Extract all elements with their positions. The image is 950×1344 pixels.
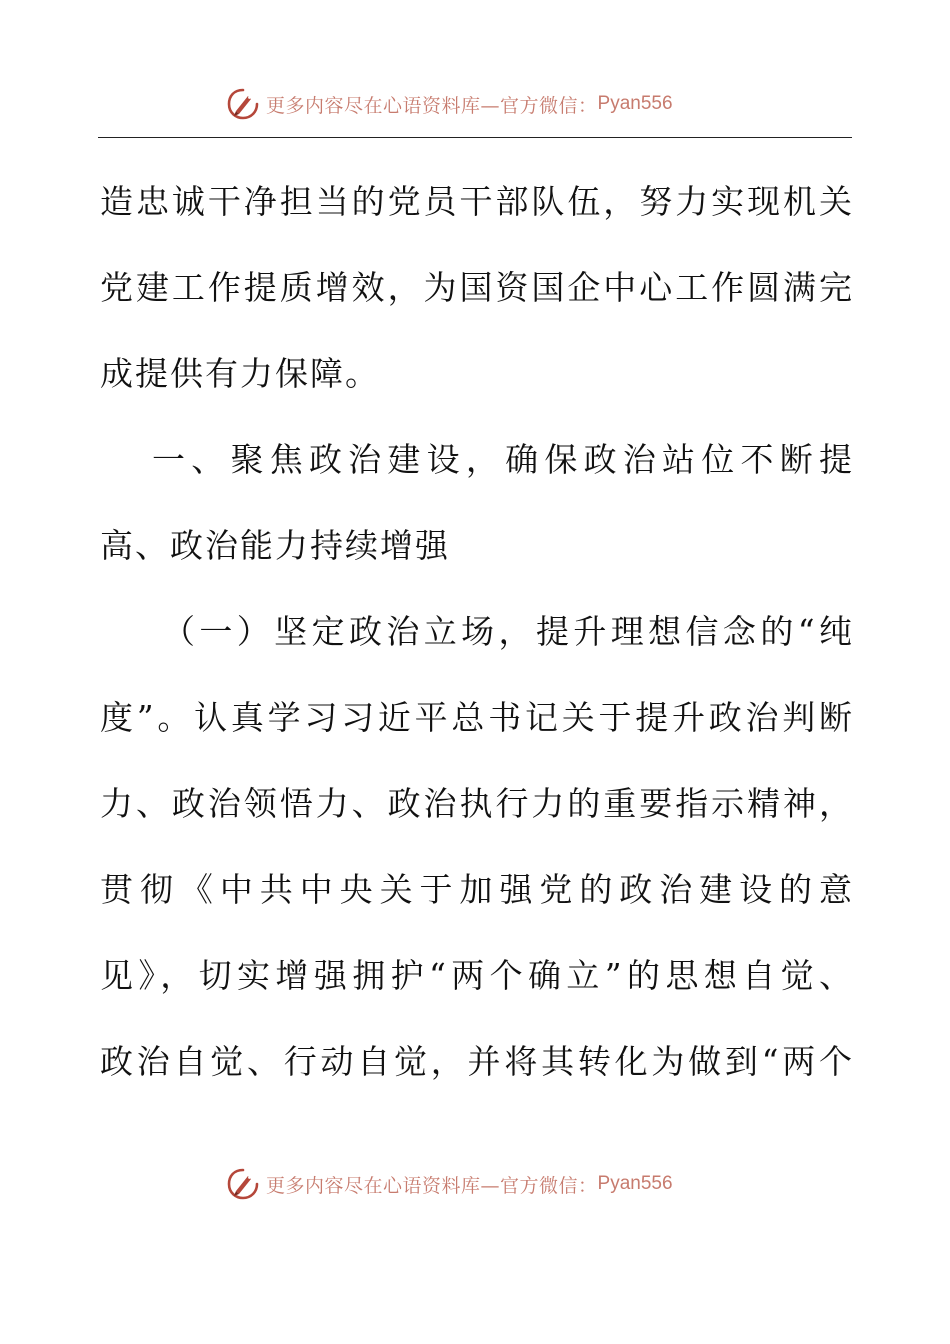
text-line: 度”。认真学习习近平总书记关于提升政治判断: [100, 698, 852, 737]
section-heading-line: 高、政治能力持续增强: [100, 526, 450, 565]
footer-watermark: [226, 1166, 673, 1202]
text-line: 政治自觉、行动自觉，并将其转化为做到“两个: [100, 1042, 852, 1081]
text-line: 成提供有力保障。: [100, 354, 380, 393]
header-watermark: [226, 86, 673, 122]
text-line: 党建工作提质增效，为国资国企中心工作圆满完: [100, 268, 852, 307]
footer-watermark-id: Pyan556: [597, 1173, 673, 1194]
text-line: （一）坚定政治立场，提升理想信念的“纯: [162, 612, 852, 651]
pen-nib-swirl-icon: [226, 1167, 260, 1201]
text-line: 力、政治领悟力、政治执行力的重要指示精神，: [100, 784, 852, 823]
text-line: 见》，切实增强拥护“两个确立”的思想自觉、: [100, 956, 852, 995]
footer-watermark-text: 更多内容尽在心语资料库—官方微信：: [266, 1174, 598, 1197]
header-watermark-text: 更多内容尽在心语资料库—官方微信：: [266, 94, 598, 117]
header-rule: [98, 137, 852, 138]
body-text: [100, 170, 852, 1116]
pen-nib-swirl-icon: [226, 87, 260, 121]
text-line: 贯彻《中共中央关于加强党的政治建设的意: [100, 870, 852, 909]
header-watermark-id: Pyan556: [597, 93, 673, 114]
text-line: 造忠诚干净担当的党员干部队伍，努力实现机关: [100, 182, 852, 221]
section-heading-line: 一、聚焦政治建设，确保政治站位不断提: [152, 440, 852, 479]
